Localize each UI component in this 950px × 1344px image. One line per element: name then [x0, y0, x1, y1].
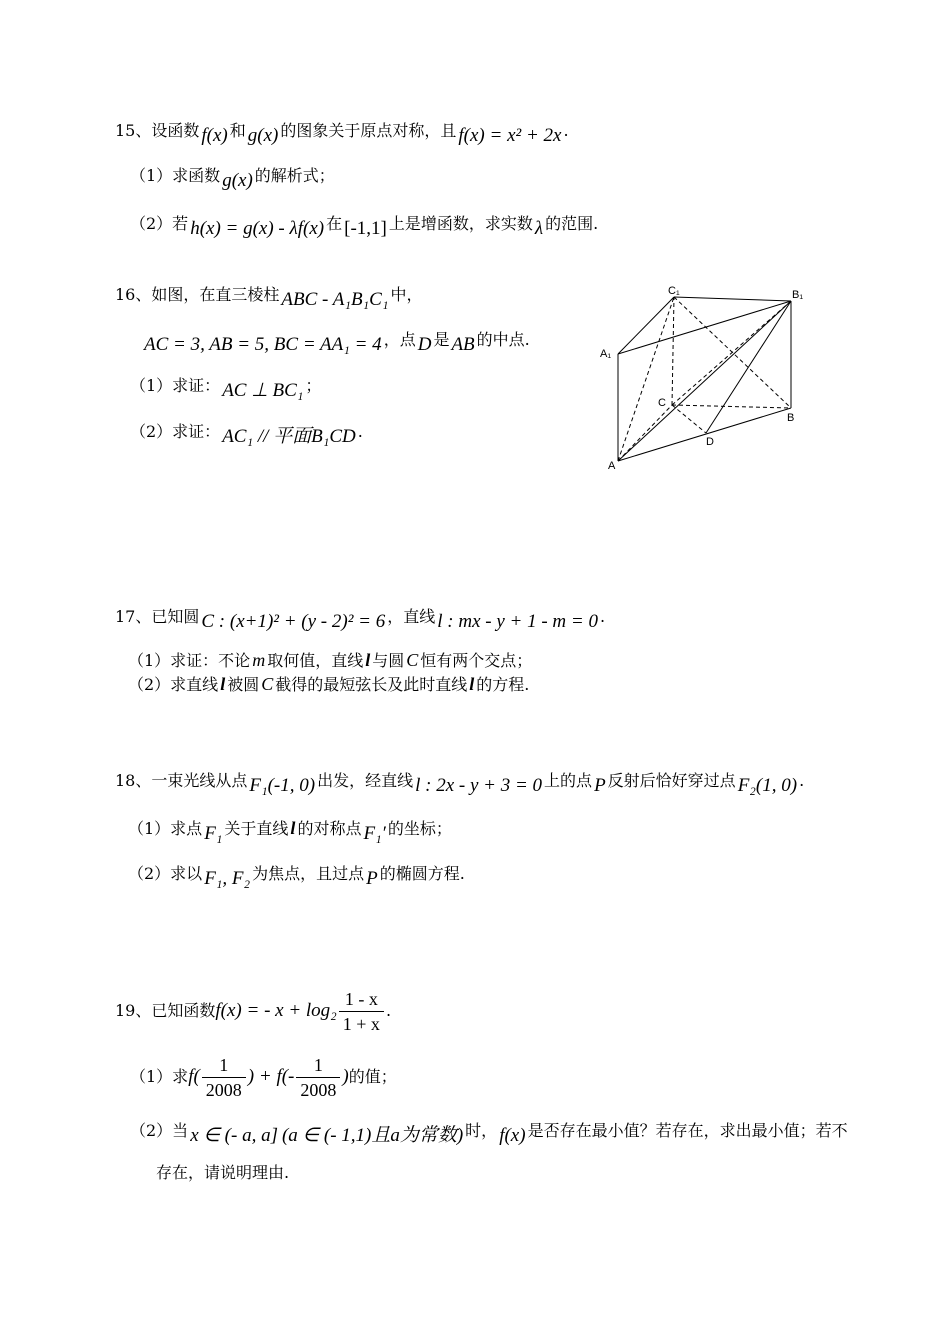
hidden-A-C1	[618, 297, 674, 461]
fraction-neg-1-2008: $\frac{1}{2008}$	[296, 1053, 340, 1102]
label-A: A	[608, 460, 616, 472]
hidden-C-C1	[672, 297, 674, 405]
q19-stem: 19、已知函数f(x) = - x + log₂ $\frac{1 - x}{1 + x}$ .	[115, 989, 392, 1034]
q19-part2-cont: 存在，请说明理由.	[156, 1163, 290, 1182]
q18-part2: （2）求以 F₁, F₂ 为焦点，且过点 P 的椭圆方程.	[128, 864, 465, 889]
hidden-C-B	[672, 405, 791, 408]
q18-part1: （1）求点 F₁ 关于直线 l 的对称点 F₁′ 的坐标；	[128, 818, 452, 844]
q19-part1: （1）求f( $\frac{1}{2008}$ ) + f(- $\frac{1}{2008}$ )的值；	[130, 1055, 397, 1100]
q15-part2: （2）若 h(x) = g(x) - λf(x) 在 [-1,1] 上是增函数，求实数 λ 的范围.	[130, 214, 599, 239]
label-C: C	[658, 397, 666, 409]
q15-stem: 15、设函数 f(x) 和 g(x) 的图象关于原点对称，且 f(x) = x² + 2x .	[115, 121, 569, 146]
label-B: B	[787, 412, 795, 424]
label-A1: A₁	[600, 348, 612, 360]
label-C1: C₁	[668, 285, 680, 297]
edge-A-B1	[618, 301, 791, 461]
prism-figure	[596, 283, 816, 473]
fraction-1-2008: $\frac{1}{2008}$	[202, 1053, 246, 1102]
label-D: D	[706, 436, 714, 448]
hidden-C-D	[672, 405, 706, 433]
q16-stem: 16、如图，在直三棱柱 ABC - A₁B₁C₁ 中，	[115, 285, 423, 310]
edge-C1-B1	[674, 297, 791, 301]
q19-fraction: $\frac{1 - x}{1 + x}$	[339, 987, 384, 1036]
q16-conditions: AC = 3, AB = 5, BC = AA₁ = 4 ，点 D 是 AB 的中点.	[144, 330, 530, 355]
q16-part1: （1）求证： AC ⊥ BC₁ ；	[130, 376, 322, 401]
q17-stem: 17、已知圆 C : (x+1)² + (y - 2)² = 6 ，直线 l : mx - y + 1 - m = 0 .	[115, 607, 606, 632]
q17-part1: （1）求证：不论 m 取何值，直线 l 与圆 C 恒有两个交点；	[128, 650, 533, 670]
hidden-C-B1	[672, 301, 791, 405]
q17-part2: （2）求直线 l 被圆 C 截得的最短弦长及此时直线 l 的方程.	[128, 674, 530, 694]
q18-stem: 18、一束光线从点 F₁(-1, 0) 出发，经直线 l : 2x - y + 3 = 0 上的点 P 反射后恰好穿过点 F₂(1, 0) .	[115, 771, 805, 796]
q19-part2: （2）当 x ∈ (- a, a] (a ∈ (- 1,1)且a为常数) 时， f(x) 是否存在最小值？若存在，求出最小值；若不	[130, 1121, 848, 1146]
q15-part1: （1）求函数 g(x) 的解析式；	[130, 166, 335, 191]
edge-D-B1	[706, 301, 791, 433]
label-B1: B₁	[792, 289, 804, 301]
q16-part2: （2）求证： AC₁ // 平面B₁CD .	[130, 422, 363, 447]
